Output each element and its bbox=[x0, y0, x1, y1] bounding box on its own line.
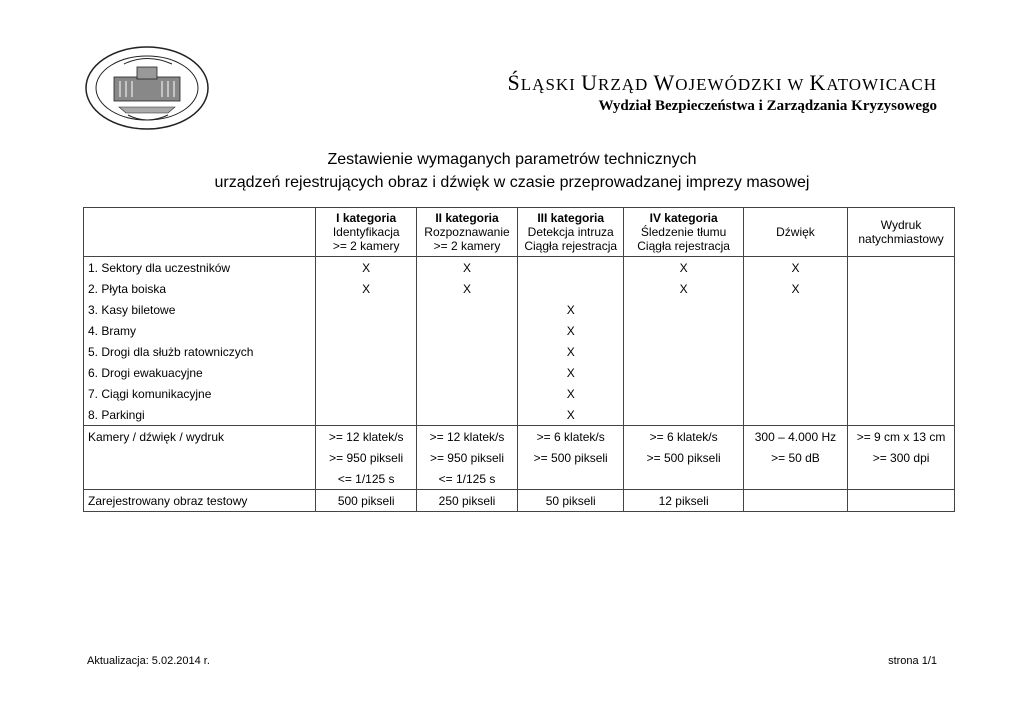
header-category-4: IV kategoria Śledzenie tłumu Ciągła rejestracja bbox=[624, 208, 743, 257]
table-cell: X bbox=[417, 278, 518, 299]
table-cell bbox=[316, 404, 417, 426]
table-cell bbox=[743, 468, 847, 490]
table-cell bbox=[517, 468, 624, 490]
row-label: 3. Kasy biletowe bbox=[84, 299, 316, 320]
row-label: 2. Płyta boiska bbox=[84, 278, 316, 299]
table-row bbox=[84, 299, 955, 320]
table-cell bbox=[848, 468, 955, 490]
table-cell: X bbox=[316, 257, 417, 279]
table-cell: >= 6 klatek/s bbox=[517, 426, 624, 448]
table-cell: >= 12 klatek/s bbox=[417, 426, 518, 448]
table-cell bbox=[417, 362, 518, 383]
table-cell bbox=[624, 362, 743, 383]
update-date: Aktualizacja: 5.02.2014 r. bbox=[87, 655, 210, 667]
row-label: 4. Bramy bbox=[84, 320, 316, 341]
table-cell bbox=[743, 490, 847, 512]
table-cell bbox=[624, 383, 743, 404]
row-label bbox=[84, 447, 316, 468]
document-title-line2: urządzeń rejestrujących obraz i dźwięk w czasie przeprowadzanej imprezy masowej bbox=[214, 174, 810, 191]
table-cell: X bbox=[517, 341, 624, 362]
voivodeship-seal-logo bbox=[84, 45, 210, 131]
table-cell bbox=[743, 383, 847, 404]
table-cell: >= 500 pikseli bbox=[517, 447, 624, 468]
table-cell: X bbox=[517, 320, 624, 341]
table-cell bbox=[848, 404, 955, 426]
table-cell bbox=[848, 278, 955, 299]
header-category-2: II kategoria Rozpoznawanie >= 2 kamery bbox=[417, 208, 518, 257]
table-cell: >= 950 pikseli bbox=[417, 447, 518, 468]
row-label bbox=[84, 468, 316, 490]
table-cell: X bbox=[316, 278, 417, 299]
table-cell: 250 pikseli bbox=[417, 490, 518, 512]
table-header-row bbox=[84, 208, 955, 257]
row-label: 7. Ciągi komunikacyjne bbox=[84, 383, 316, 404]
table-cell bbox=[743, 404, 847, 426]
header-category-1: I kategoria Identyfikacja >= 2 kamery bbox=[316, 208, 417, 257]
table-cell: 300 – 4.000 Hz bbox=[743, 426, 847, 448]
table-cell bbox=[848, 341, 955, 362]
params-row bbox=[84, 468, 955, 490]
table-cell: >= 6 klatek/s bbox=[624, 426, 743, 448]
table-cell: X bbox=[743, 278, 847, 299]
table-cell: X bbox=[743, 257, 847, 279]
table-row bbox=[84, 257, 955, 279]
table-cell bbox=[743, 299, 847, 320]
table-cell bbox=[316, 362, 417, 383]
table-cell bbox=[624, 299, 743, 320]
table-row bbox=[84, 383, 955, 404]
table-cell bbox=[417, 404, 518, 426]
parameters-table bbox=[83, 207, 955, 512]
table-cell: 12 pikseli bbox=[624, 490, 743, 512]
table-cell bbox=[848, 257, 955, 279]
table-cell bbox=[743, 341, 847, 362]
table-cell: >= 12 klatek/s bbox=[316, 426, 417, 448]
header-print: Wydruk natychmiastowy bbox=[848, 208, 955, 257]
table-cell bbox=[316, 320, 417, 341]
table-cell bbox=[417, 320, 518, 341]
params-row bbox=[84, 447, 955, 468]
table-row bbox=[84, 320, 955, 341]
header-sound: Dźwięk bbox=[743, 208, 847, 257]
table-cell bbox=[624, 468, 743, 490]
table-row bbox=[84, 278, 955, 299]
table-cell: X bbox=[624, 257, 743, 279]
table-cell: >= 9 cm x 13 cm bbox=[848, 426, 955, 448]
table-cell bbox=[417, 383, 518, 404]
table-cell bbox=[517, 257, 624, 279]
table-cell: X bbox=[517, 299, 624, 320]
table-cell: X bbox=[517, 404, 624, 426]
table-cell: 50 pikseli bbox=[517, 490, 624, 512]
document-title-line1: Zestawienie wymaganych parametrów technicznych bbox=[327, 151, 697, 168]
table-cell bbox=[517, 278, 624, 299]
table-cell: X bbox=[517, 383, 624, 404]
table-cell bbox=[743, 362, 847, 383]
table-cell: >= 950 pikseli bbox=[316, 447, 417, 468]
table-cell: <= 1/125 s bbox=[316, 468, 417, 490]
table-cell bbox=[848, 299, 955, 320]
organization-name: ŚLĄSKI URZĄD WOJEWÓDZKI W KATOWICACH bbox=[507, 70, 937, 95]
header-category-3: III kategoria Detekcja intruza Ciągła rejestracja bbox=[517, 208, 624, 257]
table-row bbox=[84, 341, 955, 362]
table-cell bbox=[743, 320, 847, 341]
table-cell bbox=[417, 299, 518, 320]
table-cell bbox=[848, 490, 955, 512]
row-label: 6. Drogi ewakuacyjne bbox=[84, 362, 316, 383]
table-cell: >= 50 dB bbox=[743, 447, 847, 468]
table-cell: X bbox=[624, 278, 743, 299]
table-cell: X bbox=[517, 362, 624, 383]
table-cell bbox=[316, 383, 417, 404]
table-cell bbox=[848, 320, 955, 341]
table-cell bbox=[624, 320, 743, 341]
table-cell bbox=[848, 383, 955, 404]
row-label: Kamery / dźwięk / wydruk bbox=[84, 426, 316, 448]
table-cell bbox=[848, 362, 955, 383]
table-row bbox=[84, 362, 955, 383]
row-label: 1. Sektory dla uczestników bbox=[84, 257, 316, 279]
table-cell bbox=[417, 341, 518, 362]
row-label: 8. Parkingi bbox=[84, 404, 316, 426]
table-cell: X bbox=[417, 257, 518, 279]
page-number: strona 1/1 bbox=[888, 655, 937, 667]
table-cell bbox=[316, 341, 417, 362]
row-label: 5. Drogi dla służb ratowniczych bbox=[84, 341, 316, 362]
table-cell bbox=[316, 299, 417, 320]
test-image-row bbox=[84, 490, 955, 512]
table-cell: 500 pikseli bbox=[316, 490, 417, 512]
table-cell: <= 1/125 s bbox=[417, 468, 518, 490]
row-label: Zarejestrowany obraz testowy bbox=[84, 490, 316, 512]
table-cell bbox=[624, 341, 743, 362]
table-cell bbox=[624, 404, 743, 426]
header-empty-cell bbox=[84, 208, 316, 257]
table-cell: >= 300 dpi bbox=[848, 447, 955, 468]
table-cell: >= 500 pikseli bbox=[624, 447, 743, 468]
department-name: Wydział Bezpieczeństwa i Zarządzania Kryzysowego bbox=[598, 98, 937, 114]
params-row bbox=[84, 426, 955, 448]
table-row bbox=[84, 404, 955, 426]
